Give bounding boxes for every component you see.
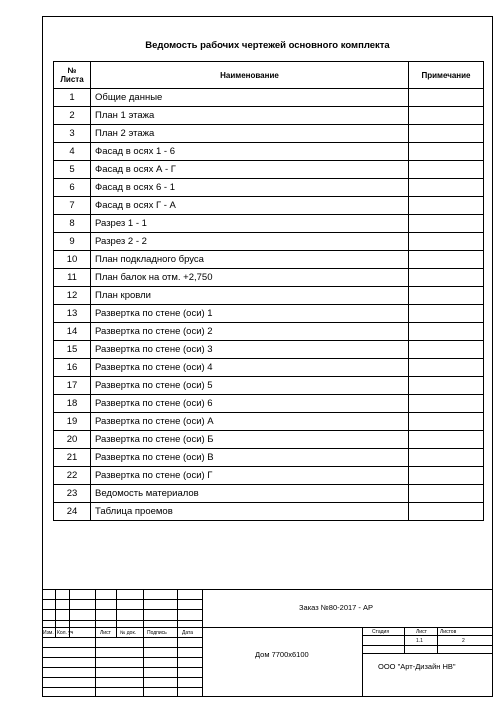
row-number: 14 [54, 323, 91, 341]
stamp-label-change: Изм. [43, 630, 54, 636]
row-note [409, 107, 484, 125]
row-number: 11 [54, 269, 91, 287]
row-note [409, 431, 484, 449]
table-row [54, 287, 484, 305]
row-name: Фасад в осях 1 - 6 [91, 143, 409, 161]
row-number: 9 [54, 233, 91, 251]
row-number: 12 [54, 287, 91, 305]
table-row [54, 143, 484, 161]
row-number: 13 [54, 305, 91, 323]
row-number: 1 [54, 89, 91, 107]
table-row [54, 89, 484, 107]
row-name: Развертка по стене (оси) 6 [91, 395, 409, 413]
row-number: 3 [54, 125, 91, 143]
row-note [409, 485, 484, 503]
stamp-label-sheet: Лист [100, 630, 111, 636]
order-number: Заказ №80-2017 - АР [299, 603, 373, 612]
row-number: 8 [54, 215, 91, 233]
column-header-number: № Листа [54, 62, 91, 89]
table-row [54, 377, 484, 395]
table-row [54, 215, 484, 233]
row-name: Развертка по стене (оси) 3 [91, 341, 409, 359]
row-note [409, 179, 484, 197]
table-row [54, 161, 484, 179]
row-note [409, 503, 484, 521]
table-row [54, 179, 484, 197]
row-note [409, 413, 484, 431]
row-name: Развертка по стене (оси) 1 [91, 305, 409, 323]
sheets-table [53, 61, 484, 521]
company-name: ООО "Арт-Дизайн НВ" [378, 662, 456, 671]
row-note [409, 197, 484, 215]
sheets-value: 2 [462, 638, 465, 644]
row-name: Развертка по стене (оси) Г [91, 467, 409, 485]
row-name: Развертка по стене (оси) 4 [91, 359, 409, 377]
table-row [54, 341, 484, 359]
row-name: Таблица проемов [91, 503, 409, 521]
row-name: План кровли [91, 287, 409, 305]
row-note [409, 215, 484, 233]
row-number: 24 [54, 503, 91, 521]
row-name: Развертка по стене (оси) 5 [91, 377, 409, 395]
title-block [42, 589, 493, 697]
row-number: 4 [54, 143, 91, 161]
row-number: 17 [54, 377, 91, 395]
row-note [409, 305, 484, 323]
row-number: 2 [54, 107, 91, 125]
table-row [54, 359, 484, 377]
row-note [409, 269, 484, 287]
row-name: Ведомость материалов [91, 485, 409, 503]
row-note [409, 251, 484, 269]
table-header-row [54, 62, 484, 89]
table-row [54, 413, 484, 431]
row-number: 21 [54, 449, 91, 467]
table-row [54, 485, 484, 503]
stamp-label-count: Кол. уч [57, 630, 74, 636]
row-note [409, 323, 484, 341]
sheets-label: Листов [440, 629, 457, 635]
row-name: Разрез 2 - 2 [91, 233, 409, 251]
table-row [54, 269, 484, 287]
row-number: 23 [54, 485, 91, 503]
row-note [409, 395, 484, 413]
row-number: 15 [54, 341, 91, 359]
table-row [54, 107, 484, 125]
row-number: 10 [54, 251, 91, 269]
table-row [54, 197, 484, 215]
row-name: Развертка по стене (оси) А [91, 413, 409, 431]
row-note [409, 377, 484, 395]
row-number: 16 [54, 359, 91, 377]
row-name: Фасад в осях А - Г [91, 161, 409, 179]
row-number: 19 [54, 413, 91, 431]
row-name: Разрез 1 - 1 [91, 215, 409, 233]
row-name: План 2 этажа [91, 125, 409, 143]
stage-label: Стадия [372, 629, 390, 635]
object-name: Дом 7700х6100 [255, 650, 309, 659]
table-row [54, 251, 484, 269]
sheet-value: 1.1 [416, 638, 423, 644]
row-note [409, 143, 484, 161]
row-name: Фасад в осях 6 - 1 [91, 179, 409, 197]
row-number: 7 [54, 197, 91, 215]
row-name: План балок на отм. +2,750 [91, 269, 409, 287]
table-row [54, 467, 484, 485]
row-name: Развертка по стене (оси) В [91, 449, 409, 467]
row-number: 5 [54, 161, 91, 179]
row-note [409, 287, 484, 305]
table-row [54, 449, 484, 467]
row-note [409, 341, 484, 359]
table-row [54, 431, 484, 449]
row-name: Общие данные [91, 89, 409, 107]
row-name: Развертка по стене (оси) Б [91, 431, 409, 449]
row-number: 20 [54, 431, 91, 449]
row-number: 22 [54, 467, 91, 485]
column-header-note: Примечание [409, 62, 484, 89]
row-name: План подкладного бруса [91, 251, 409, 269]
stamp-label-doc: № док. [120, 630, 137, 636]
sheet-label: Лист [416, 629, 427, 635]
column-header-name: Наименование [91, 62, 409, 89]
table-row [54, 233, 484, 251]
row-note [409, 449, 484, 467]
table-row [54, 503, 484, 521]
stamp-label-date: Дата [182, 630, 194, 636]
row-name: Развертка по стене (оси) 2 [91, 323, 409, 341]
row-name: План 1 этажа [91, 107, 409, 125]
table-row [54, 305, 484, 323]
table-row [54, 395, 484, 413]
row-note [409, 161, 484, 179]
row-note [409, 467, 484, 485]
row-name: Фасад в осях Г - А [91, 197, 409, 215]
row-note [409, 89, 484, 107]
stamp-label-signature: Подпись [147, 630, 167, 636]
row-note [409, 359, 484, 377]
document-title: Ведомость рабочих чертежей основного комплекта [145, 40, 390, 51]
row-number: 18 [54, 395, 91, 413]
row-note [409, 125, 484, 143]
row-note [409, 233, 484, 251]
table-row [54, 125, 484, 143]
table-row [54, 323, 484, 341]
row-number: 6 [54, 179, 91, 197]
